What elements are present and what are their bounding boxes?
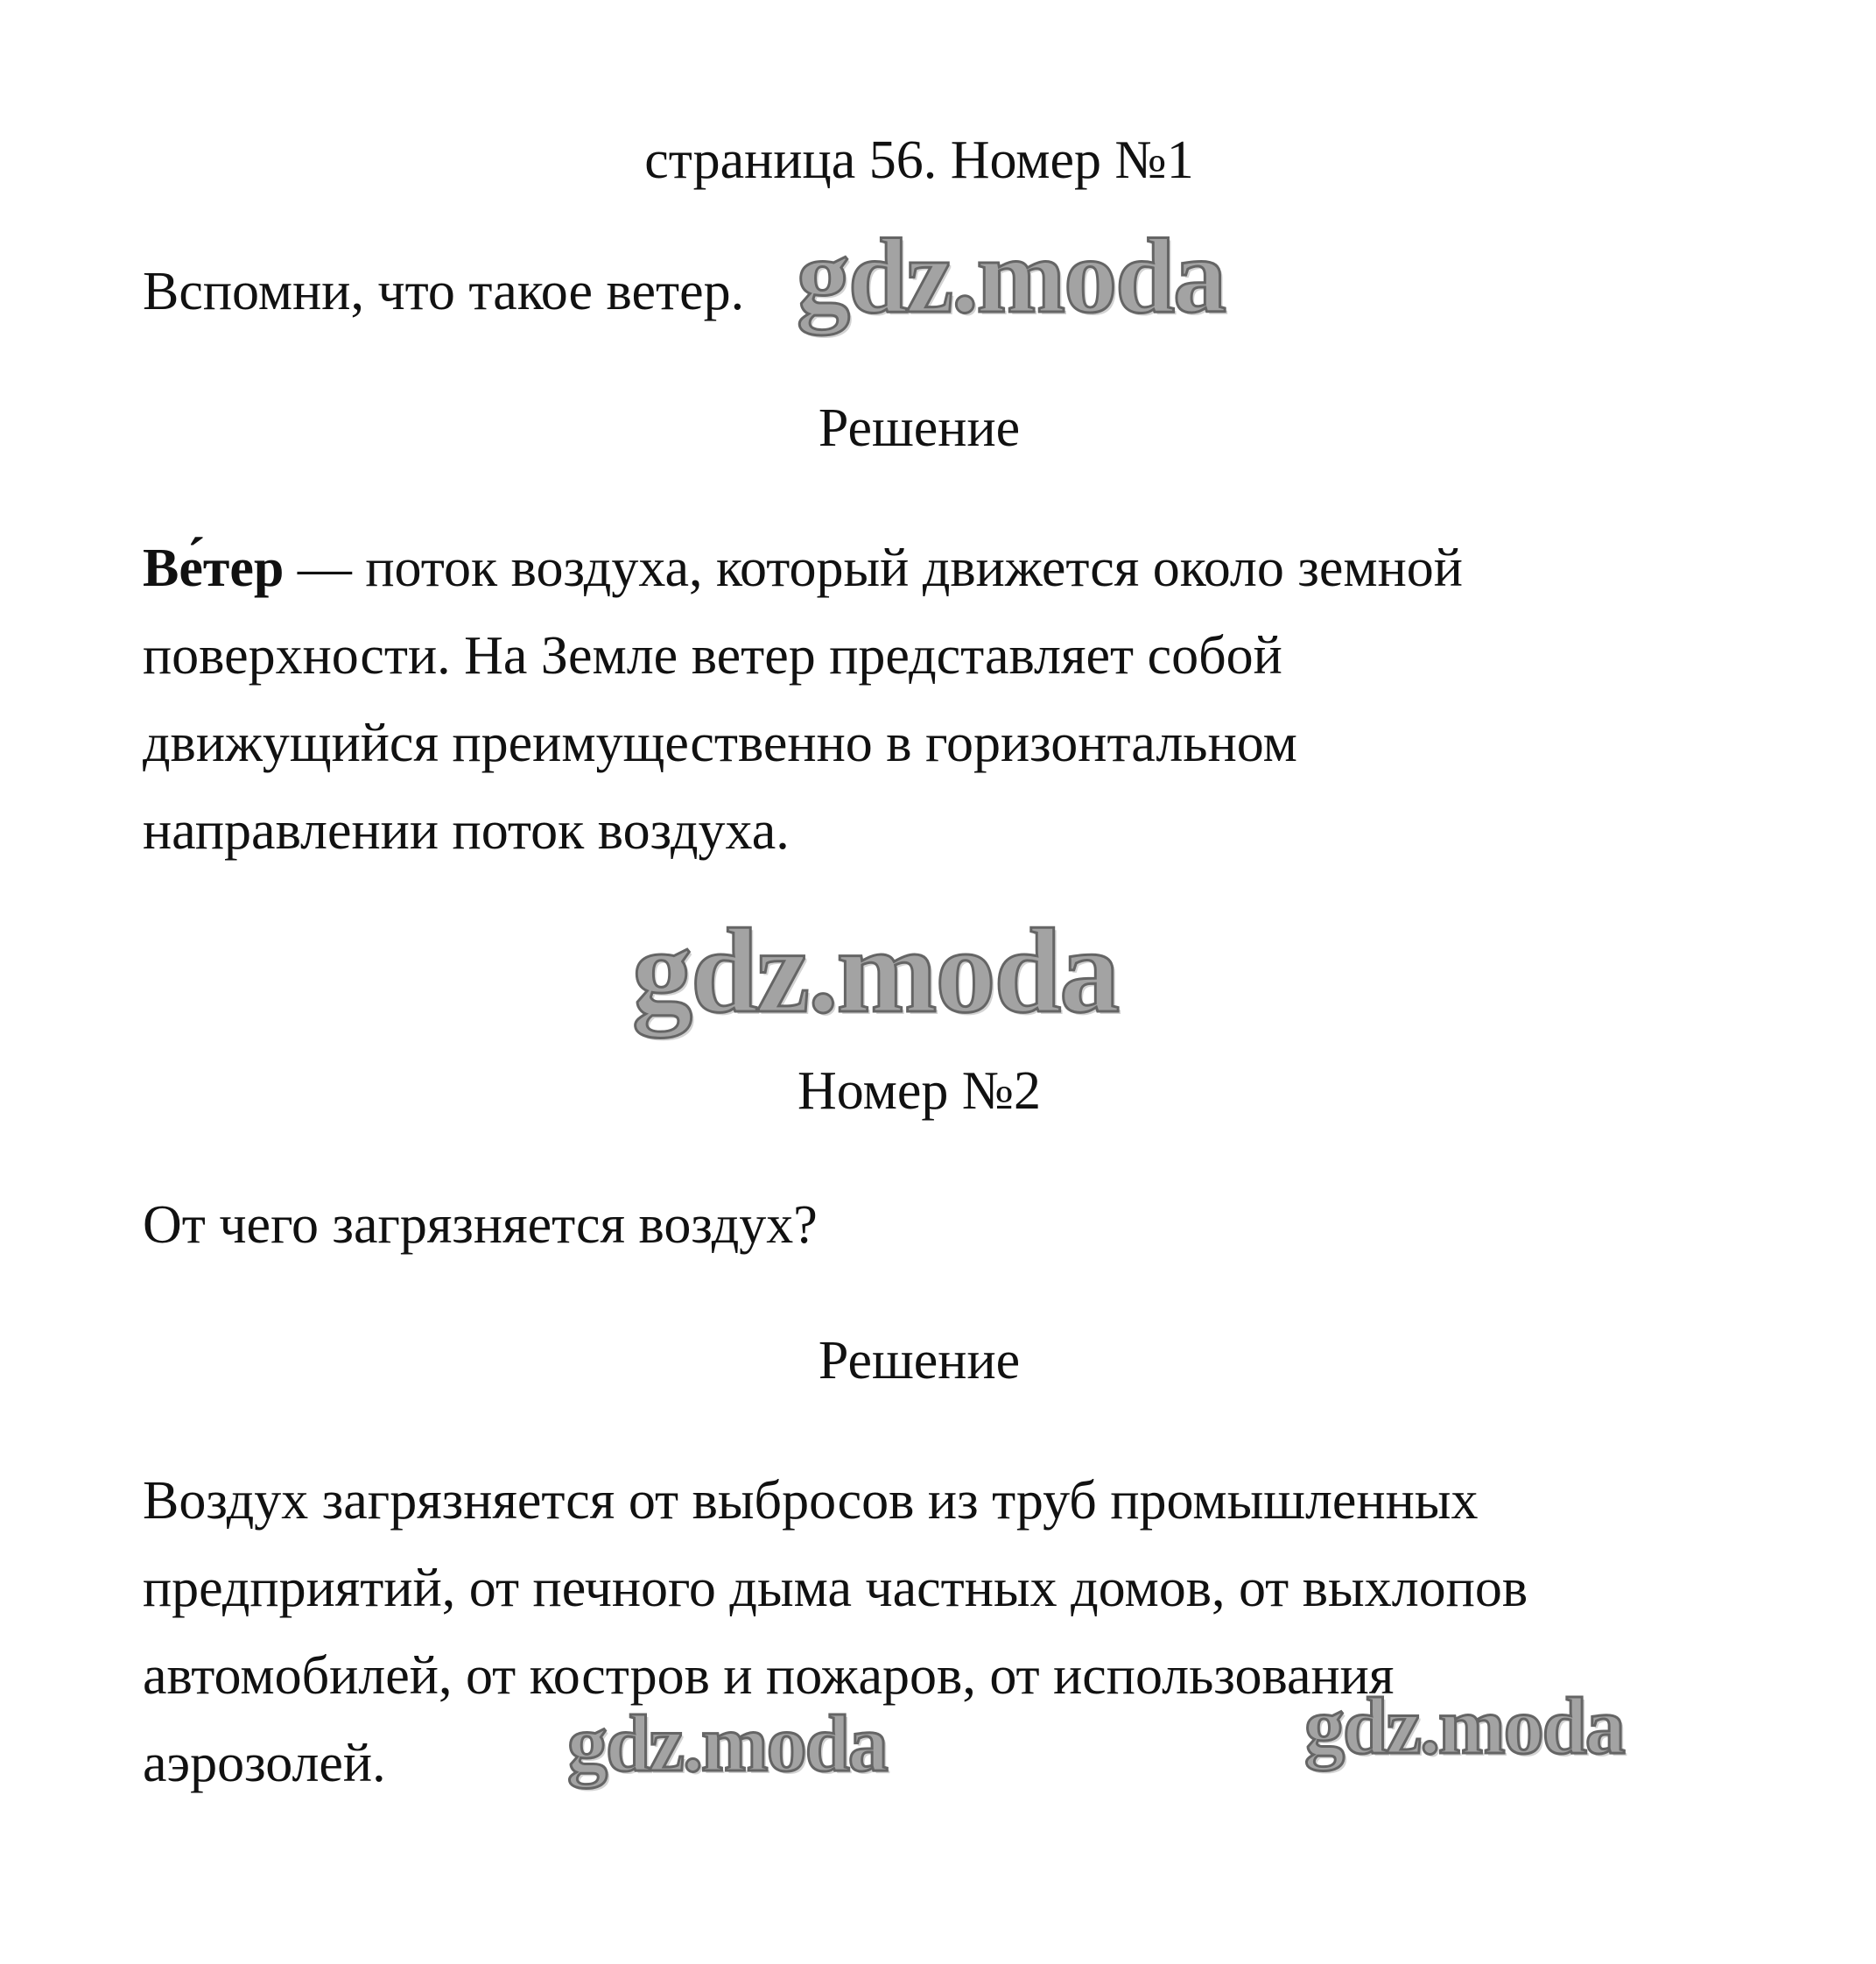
- task1-answer-line-1-text: — поток воздуха, который движется около земной: [284, 539, 1463, 598]
- task2-question: От чего загрязняется воздух?: [143, 1195, 818, 1255]
- task1-answer-line-1: [143, 539, 1463, 598]
- task2-heading: Номер №2: [797, 1061, 1041, 1121]
- watermark-logo: gdz.moda: [567, 1699, 887, 1788]
- term-wind: Ве́тер: [143, 539, 285, 598]
- task2-answer-line-1: Воздух загрязняется от выбросов из труб промышленных: [143, 1471, 1479, 1531]
- task1-question: Вспомни, что такое ветер.: [143, 262, 745, 321]
- task2-answer-line-3: автомобилей, от костров и пожаров, от использования: [143, 1646, 1395, 1706]
- task1-answer-line-3: движущийся преимущественно в горизонтальном: [143, 714, 1297, 773]
- watermark-logo: gdz.moda: [632, 904, 1119, 1038]
- task1-answer-line-4: направлении поток воздуха.: [143, 801, 790, 861]
- task1-solution-heading: Решение: [818, 398, 1021, 458]
- task1-answer-line-2: поверхности. На Земле ветер представляет собой: [143, 626, 1282, 686]
- page-title: страница 56. Номер №1: [644, 130, 1194, 190]
- task2-solution-heading: Решение: [818, 1331, 1021, 1390]
- watermark-logo: gdz.moda: [797, 217, 1225, 335]
- task2-answer-line-4: аэрозолей.: [143, 1734, 386, 1793]
- task2-answer-line-2: предприятий, от печного дыма частных домов, от выхлопов: [143, 1559, 1528, 1618]
- watermark-logo: gdz.moda: [1304, 1681, 1624, 1770]
